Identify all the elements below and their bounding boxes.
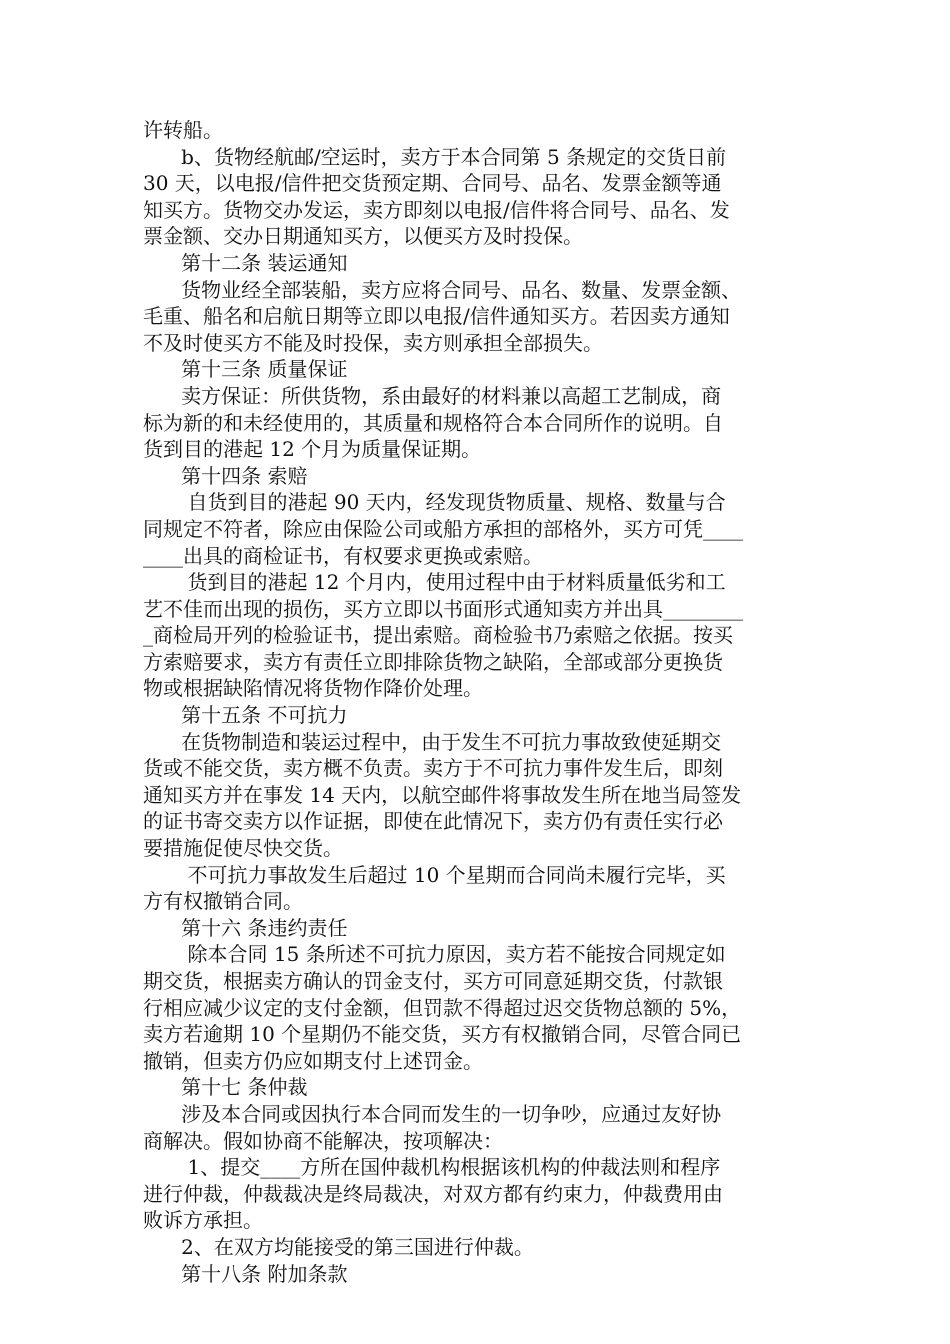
text-line: 的证书寄交卖方以作证据，即使在此情况下，卖方仍有责任实行必 — [143, 809, 723, 834]
text-line: 在货物制造和装运过程中，由于发生不可抗力事故致使延期交 — [143, 729, 722, 754]
text-line: 要措施促使尽快交货。 — [143, 836, 343, 861]
text-line: 同规定不符者，除应由保险公司或船方承担的部格外，买方可凭____ — [143, 516, 743, 541]
text-line: 败诉方承担。 — [143, 1208, 263, 1233]
text-line: 不可抗力事故发生后超过 10 个星期而合同尚未履行完毕，买 — [143, 862, 726, 887]
text-line: 第十四条 索赔 — [143, 463, 308, 488]
text-line: 30 天，以电报/信件把交货预定期、合同号、品名、发票金额等通 — [143, 171, 722, 196]
text-line: 票金额、交办日期通知买方，以便买方及时投保。 — [143, 224, 583, 249]
text-line: 通知买方并在事发 14 天内，以航空邮件将事故发生所在地当局签发 — [143, 782, 742, 807]
text-line: 2、在双方均能接受的第三国进行仲裁。 — [143, 1234, 534, 1259]
text-line: 第十五条 不可抗力 — [143, 703, 348, 728]
text-line: 方索赔要求，卖方有责任立即排除货物之缺陷，全部或部分更换货 — [143, 649, 723, 674]
text-line: 艺不佳而出现的损伤，买方立即以书面形式通知卖方并出具________ — [143, 596, 743, 621]
text-line: 撤销，但卖方仍应如期支付上述罚金。 — [143, 1048, 483, 1073]
text-line: _商检局开列的检验证书，提出索赔。商检验书乃索赔之依据。按买 — [143, 623, 733, 648]
text-line: 第十三条 质量保证 — [143, 357, 348, 382]
text-line: 涉及本合同或因执行本合同而发生的一切争吵，应通过友好协 — [143, 1101, 722, 1126]
text-line: 期交货，根据卖方确认的罚金支付，买方可同意延期交货，付款银 — [143, 969, 723, 993]
text-line: 除本合同 15 条所述不可抗力原因，卖方若不能按合同规定如 — [143, 942, 726, 967]
text-line: 第十七 条仲裁 — [143, 1075, 308, 1100]
text-line: 物或根据缺陷情况将货物作降价处理。 — [143, 676, 483, 701]
text-line: 方有权撤销合同。 — [143, 889, 303, 914]
text-line: 第十二条 装运通知 — [143, 250, 348, 275]
text-line: 许转船。 — [143, 118, 223, 142]
text-line: 1、提交____方所在国仲裁机构根据该机构的仲裁法则和程序 — [143, 1155, 721, 1180]
text-line: 货物业经全部装船，卖方应将合同号、品名、数量、发票金额、 — [143, 277, 742, 302]
text-line: 卖方若逾期 10 个星期仍不能交货，买方有权撤销合同，尽管合同已 — [143, 1022, 742, 1047]
text-line: 标为新的和未经使用的，其质量和规格符合本合同所作的说明。自 — [143, 410, 723, 435]
text-line: 自货到目的港起 90 天内，经发现货物质量、规格、数量与合 — [143, 490, 726, 515]
text-line: 知买方。货物交办发运，卖方即刻以电报/信件将合同号、品名、发 — [143, 197, 730, 222]
text-line: 货或不能交货，卖方概不负责。卖方于不可抗力事件发生后，即刻 — [143, 756, 723, 781]
text-line: 卖方保证：所供货物，系由最好的材料兼以高超工艺制成，商 — [143, 383, 722, 408]
text-line: 进行仲裁，仲裁裁决是终局裁决，对双方都有约束力，仲裁费用由 — [143, 1181, 723, 1206]
text-line: 第十六 条违约责任 — [143, 915, 348, 940]
text-line: 行相应减少议定的支付金额，但罚款不得超过迟交货物总额的 5%， — [143, 995, 742, 1020]
text-line: 毛重、船名和启航日期等立即以电报/信件通知买方。若因卖方通知 — [143, 304, 730, 329]
text-line: b、货物经航邮/空运时，卖方于本合同第 5 条规定的交货日前 — [143, 144, 727, 169]
text-line: ____出具的商检证书，有权要求更换或索赔。 — [143, 543, 543, 568]
text-line: 货到目的港起 12 个月内，使用过程中由于材料质量低劣和工 — [143, 570, 726, 595]
contract-text — [143, 117, 823, 1287]
text-line: 不及时使买方不能及时投保，卖方则承担全部损失。 — [143, 330, 603, 355]
text-line: 商解决。假如协商不能解决，按项解决： — [143, 1128, 503, 1153]
text-line: 第十八条 附加条款 — [143, 1261, 348, 1286]
text-line: 货到目的港起 12 个月为质量保证期。 — [143, 437, 482, 462]
